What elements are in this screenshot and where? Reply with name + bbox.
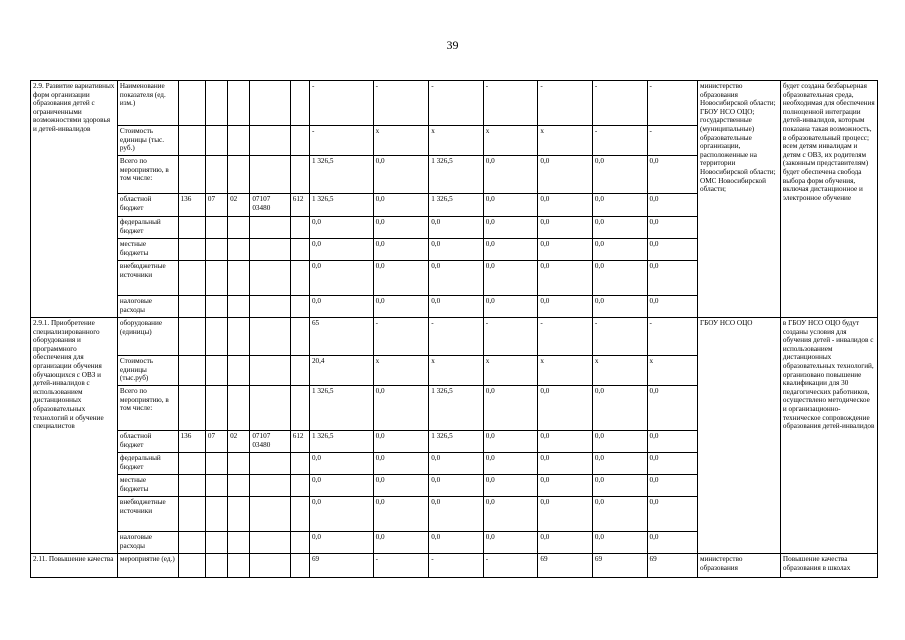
value-cell: 0,0 — [483, 386, 538, 431]
value-cell: 0,0 — [592, 156, 647, 194]
budget-code-cell: 07107 03480 — [250, 431, 290, 453]
value-cell: - — [647, 81, 698, 126]
row-label: Всего по мероприятию, в том числе: — [117, 386, 178, 431]
budget-code-cell — [205, 453, 227, 475]
value-cell: 0,0 — [538, 239, 593, 261]
budget-code-cell — [228, 356, 250, 386]
value-cell: 0,0 — [483, 532, 538, 554]
value-cell: 0,0 — [483, 239, 538, 261]
budget-code-cell — [290, 156, 309, 194]
budget-code-cell — [178, 217, 205, 239]
value-cell: 0,0 — [538, 431, 593, 453]
budget-code-cell: 136 — [178, 431, 205, 453]
value-cell: - — [592, 126, 647, 156]
value-cell: 0,0 — [647, 453, 698, 475]
budget-code-cell: 136 — [178, 194, 205, 217]
value-cell: 0,0 — [647, 386, 698, 431]
budget-code-cell — [205, 386, 227, 431]
value-cell: 0,0 — [373, 194, 429, 217]
value-cell: 0,0 — [538, 532, 593, 554]
budget-code-cell: 612 — [290, 431, 309, 453]
budget-code-cell: 612 — [290, 194, 309, 217]
value-cell: 0,0 — [592, 386, 647, 431]
budget-code-cell — [250, 126, 290, 156]
row-label: налоговые расходы — [117, 296, 178, 318]
row-label: местные бюджеты — [117, 239, 178, 261]
value-cell: x — [592, 356, 647, 386]
section-title: 2.9.1. Приобретение специализированного оборудования и программного обеспечения для организации обучения обучающихся с ОВЗ и детей-инвалидов с использованием дистанционных образовательных технологий и обучение специалистов — [31, 318, 118, 554]
budget-code-cell — [178, 318, 205, 356]
value-cell: 1 326,5 — [429, 156, 484, 194]
budget-code-cell — [290, 554, 309, 578]
value-cell: 0,0 — [309, 453, 373, 475]
budget-code-cell — [178, 126, 205, 156]
value-cell: - — [309, 126, 373, 156]
value-cell: 0,0 — [538, 194, 593, 217]
row-label: оборудование (единицы) — [117, 318, 178, 356]
value-cell: - — [373, 318, 429, 356]
row-label: налоговые расходы — [117, 532, 178, 554]
budget-code-cell — [290, 239, 309, 261]
budget-code-cell — [205, 261, 227, 296]
budget-code-cell — [228, 497, 250, 532]
budget-code-cell — [178, 532, 205, 554]
budget-code-cell — [178, 554, 205, 578]
budget-code-cell — [250, 217, 290, 239]
value-cell: x — [538, 126, 593, 156]
value-cell: - — [429, 318, 484, 356]
value-cell: 0,0 — [538, 386, 593, 431]
budget-code-cell — [205, 318, 227, 356]
value-cell: x — [373, 126, 429, 156]
value-cell: 20,4 — [309, 356, 373, 386]
budget-code-cell — [178, 356, 205, 386]
value-cell: 0,0 — [538, 217, 593, 239]
value-cell: 69 — [592, 554, 647, 578]
budget-code-cell — [228, 318, 250, 356]
value-cell: 0,0 — [647, 217, 698, 239]
budget-code-cell — [290, 296, 309, 318]
value-cell: - — [538, 81, 593, 126]
value-cell: - — [592, 81, 647, 126]
budget-code-cell — [228, 475, 250, 497]
budget-code-cell — [205, 156, 227, 194]
value-cell: 0,0 — [647, 194, 698, 217]
budget-code-cell — [205, 554, 227, 578]
value-cell: 0,0 — [429, 497, 484, 532]
row-label: мероприятие (ед.) — [117, 554, 178, 578]
value-cell: 69 — [309, 554, 373, 578]
budget-table — [30, 80, 878, 578]
budget-code-cell — [228, 554, 250, 578]
value-cell: 0,0 — [373, 156, 429, 194]
row-label: областной бюджет — [117, 431, 178, 453]
budget-code-cell — [228, 217, 250, 239]
value-cell: - — [483, 554, 538, 578]
budget-code-cell — [250, 453, 290, 475]
value-cell: 0,0 — [592, 475, 647, 497]
table-row — [31, 81, 878, 126]
value-cell: - — [592, 318, 647, 356]
value-cell: 0,0 — [373, 217, 429, 239]
value-cell: 0,0 — [309, 296, 373, 318]
value-cell: 1 326,5 — [429, 431, 484, 453]
value-cell: 0,0 — [429, 475, 484, 497]
value-cell: - — [538, 318, 593, 356]
budget-code-cell — [228, 296, 250, 318]
budget-code-cell — [205, 126, 227, 156]
value-cell: 0,0 — [309, 261, 373, 296]
value-cell: 0,0 — [538, 475, 593, 497]
budget-code-cell — [205, 217, 227, 239]
budget-code-cell — [290, 475, 309, 497]
budget-code-cell — [178, 475, 205, 497]
value-cell: 0,0 — [647, 239, 698, 261]
value-cell: 1 326,5 — [429, 194, 484, 217]
value-cell: 0,0 — [592, 431, 647, 453]
value-cell: 0,0 — [592, 217, 647, 239]
value-cell: - — [429, 81, 484, 126]
value-cell: 0,0 — [373, 239, 429, 261]
value-cell: 0,0 — [647, 156, 698, 194]
budget-code-cell — [205, 81, 227, 126]
expected-result-cell: Повышение качества образования в школах — [780, 554, 877, 578]
budget-code-cell — [290, 261, 309, 296]
value-cell: 0,0 — [483, 497, 538, 532]
row-label: областной бюджет — [117, 194, 178, 217]
budget-code-cell — [290, 81, 309, 126]
value-cell: 0,0 — [538, 497, 593, 532]
budget-code-cell — [290, 386, 309, 431]
value-cell: x — [373, 356, 429, 386]
value-cell: 0,0 — [592, 497, 647, 532]
value-cell: 0,0 — [373, 296, 429, 318]
budget-code-cell — [228, 386, 250, 431]
value-cell: 0,0 — [429, 532, 484, 554]
budget-code-cell: 07 — [205, 431, 227, 453]
row-label: федеральный бюджет — [117, 453, 178, 475]
budget-code-cell — [228, 126, 250, 156]
budget-code-cell — [205, 532, 227, 554]
row-label: Наименование показателя (ед. изм.) — [117, 81, 178, 126]
budget-code-cell — [205, 239, 227, 261]
value-cell: 1 326,5 — [309, 386, 373, 431]
value-cell: 0,0 — [429, 217, 484, 239]
value-cell: 0,0 — [429, 261, 484, 296]
value-cell: 1 326,5 — [429, 386, 484, 431]
budget-code-cell — [205, 475, 227, 497]
value-cell: - — [309, 81, 373, 126]
value-cell: 1 326,5 — [309, 156, 373, 194]
value-cell: 0,0 — [309, 532, 373, 554]
executor-cell: министерство образования — [698, 554, 781, 578]
value-cell: 0,0 — [483, 453, 538, 475]
budget-code-cell — [228, 453, 250, 475]
expected-result-cell: будет создана безбарьерная образовательная среда, необходимая для обеспечения полноценной интеграции детей-инвалидов, которым показана такая возможность, в образовательный процесс; всем детям инвалидам и детям с ОВЗ, их родителям (законным представителям) будет обеспечена свобода выбора форм обучения, включая дистанционное и электронное обучение — [780, 81, 877, 318]
budget-code-cell — [250, 261, 290, 296]
value-cell: 0,0 — [592, 453, 647, 475]
budget-code-cell: 02 — [228, 431, 250, 453]
budget-code-cell — [290, 532, 309, 554]
value-cell: 0,0 — [373, 431, 429, 453]
executor-cell: ГБОУ НСО ОЦО — [698, 318, 781, 554]
budget-code-cell — [178, 386, 205, 431]
value-cell: 0,0 — [647, 296, 698, 318]
budget-code-cell — [228, 261, 250, 296]
budget-code-cell — [290, 497, 309, 532]
table-row — [31, 318, 878, 356]
value-cell: 0,0 — [429, 239, 484, 261]
value-cell: 0,0 — [592, 239, 647, 261]
value-cell: 0,0 — [592, 532, 647, 554]
budget-code-cell — [290, 356, 309, 386]
budget-code-cell — [178, 453, 205, 475]
value-cell: 0,0 — [538, 156, 593, 194]
value-cell: 0,0 — [483, 156, 538, 194]
page-number: 39 — [446, 38, 459, 52]
budget-code-cell — [250, 386, 290, 431]
value-cell: x — [647, 356, 698, 386]
budget-code-cell — [290, 318, 309, 356]
value-cell: 0,0 — [429, 296, 484, 318]
budget-code-cell — [250, 554, 290, 578]
value-cell: - — [483, 81, 538, 126]
budget-code-cell — [250, 156, 290, 194]
value-cell: 0,0 — [538, 296, 593, 318]
value-cell: 0,0 — [538, 261, 593, 296]
value-cell: 0,0 — [647, 475, 698, 497]
value-cell: 0,0 — [483, 194, 538, 217]
budget-code-cell — [290, 126, 309, 156]
budget-code-cell — [228, 81, 250, 126]
value-cell: 69 — [538, 554, 593, 578]
budget-code-cell — [178, 239, 205, 261]
value-cell: 0,0 — [373, 475, 429, 497]
row-label: федеральный бюджет — [117, 217, 178, 239]
budget-code-cell — [250, 296, 290, 318]
budget-code-cell: 07 — [205, 194, 227, 217]
budget-code-cell — [250, 318, 290, 356]
value-cell: x — [429, 126, 484, 156]
value-cell: 0,0 — [309, 475, 373, 497]
value-cell: 0,0 — [592, 194, 647, 217]
budget-code-cell — [228, 239, 250, 261]
value-cell: 0,0 — [373, 261, 429, 296]
budget-code-cell: 07107 03480 — [250, 194, 290, 217]
budget-code-cell — [178, 261, 205, 296]
budget-code-cell — [290, 217, 309, 239]
budget-code-cell — [250, 239, 290, 261]
value-cell: 0,0 — [592, 296, 647, 318]
value-cell: 0,0 — [483, 296, 538, 318]
value-cell: x — [538, 356, 593, 386]
value-cell: - — [373, 81, 429, 126]
value-cell: 65 — [309, 318, 373, 356]
value-cell: x — [483, 126, 538, 156]
value-cell: 0,0 — [309, 239, 373, 261]
value-cell: x — [483, 356, 538, 386]
value-cell: 1 326,5 — [309, 431, 373, 453]
row-label: Стоимость единицы (тыс.руб) — [117, 356, 178, 386]
row-label: Стоимость единицы (тыс. руб.) — [117, 126, 178, 156]
value-cell: 0,0 — [429, 453, 484, 475]
value-cell: 0,0 — [483, 217, 538, 239]
budget-code-cell — [250, 475, 290, 497]
budget-code-cell — [178, 497, 205, 532]
row-label: внебюджетные источники — [117, 497, 178, 532]
value-cell: 0,0 — [373, 497, 429, 532]
budget-code-cell — [178, 156, 205, 194]
budget-code-cell — [250, 81, 290, 126]
value-cell: - — [647, 318, 698, 356]
budget-code-cell — [178, 296, 205, 318]
budget-code-cell — [228, 156, 250, 194]
value-cell: 0,0 — [373, 453, 429, 475]
value-cell: x — [429, 356, 484, 386]
value-cell: 0,0 — [592, 261, 647, 296]
value-cell: 0,0 — [373, 532, 429, 554]
value-cell: 1 326,5 — [309, 194, 373, 217]
value-cell: 0,0 — [647, 261, 698, 296]
budget-code-cell — [205, 296, 227, 318]
value-cell: 0,0 — [483, 475, 538, 497]
budget-code-cell — [205, 497, 227, 532]
table-row — [31, 554, 878, 578]
budget-code-cell — [250, 497, 290, 532]
executor-cell: министерство образования Новосибирской области; ГБОУ НСО ОЦО; государственные (муниципальные) образовательные организации, расположенные на территории Новосибирской области; ОМС Новосибирской области; — [698, 81, 781, 318]
section-title: 2.11. Повышение качества — [31, 554, 118, 578]
budget-code-cell — [290, 453, 309, 475]
value-cell: 0,0 — [647, 497, 698, 532]
value-cell: 0,0 — [538, 453, 593, 475]
row-label: местные бюджеты — [117, 475, 178, 497]
value-cell: 0,0 — [483, 261, 538, 296]
value-cell: 0,0 — [309, 497, 373, 532]
budget-code-cell — [250, 356, 290, 386]
value-cell: 0,0 — [309, 217, 373, 239]
value-cell: 69 — [647, 554, 698, 578]
budget-code-cell: 02 — [228, 194, 250, 217]
value-cell: - — [373, 554, 429, 578]
value-cell: - — [483, 318, 538, 356]
budget-code-cell — [228, 532, 250, 554]
value-cell: - — [647, 126, 698, 156]
budget-code-cell — [250, 532, 290, 554]
expected-result-cell: в ГБОУ НСО ОЦО будут созданы условия для обучения детей - инвалидов с использованием дистанционных образовательных технологий, организовано повышение квалификации для 30 педагогических работников, осуществлено методическое и организационно-техническое сопровождение образования детей-инвалидов — [780, 318, 877, 554]
row-label: внебюджетные источники — [117, 261, 178, 296]
value-cell: 0,0 — [483, 431, 538, 453]
budget-code-cell — [205, 356, 227, 386]
section-title: 2.9. Развитие вариативных форм организации образования детей с ограниченными возможностями здоровья и детей-инвалидов — [31, 81, 118, 318]
row-label: Всего по мероприятию, в том числе: — [117, 156, 178, 194]
value-cell: 0,0 — [373, 386, 429, 431]
budget-code-cell — [178, 81, 205, 126]
value-cell: - — [429, 554, 484, 578]
value-cell: 0,0 — [647, 431, 698, 453]
value-cell: 0,0 — [647, 532, 698, 554]
